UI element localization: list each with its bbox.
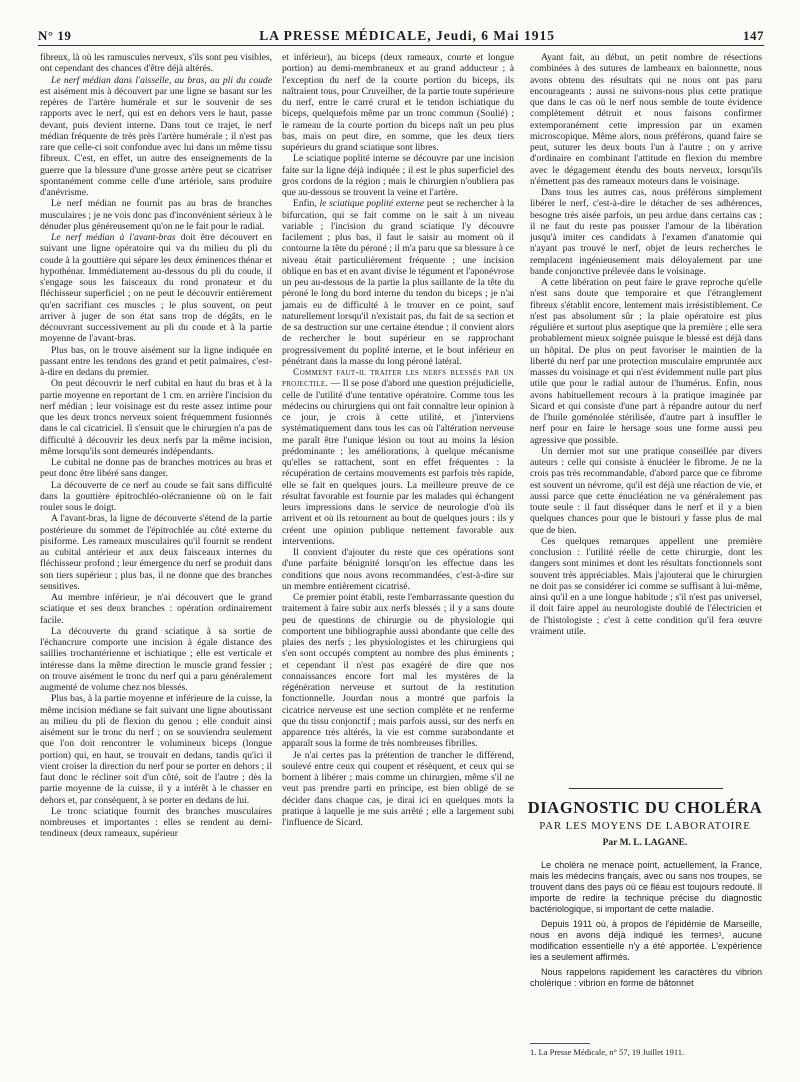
paragraph [40, 480, 272, 514]
issue-number: N° 19 [38, 28, 72, 43]
paragraph [40, 75, 272, 199]
paragraph [282, 592, 514, 750]
paragraph [530, 277, 762, 446]
text-column-2 [282, 52, 514, 828]
article-byline: Par M. L. LAGANE. [602, 838, 688, 848]
paragraph-text: Il convient d'ajouter du reste que ces opérations sont d'une parfaite bénignité lorsqu'on les effectue dans les conditions que nous avons recommandées, c'est-à-dire sur un membre entièrement cicatrisé. [282, 547, 514, 592]
paragraph [530, 187, 762, 277]
paragraph-text: et inférieur), au biceps (deux rameaux, courte et longue portion) au demi-membraneux et au grand adducteur ; à l'exception du nerf de la courte portion du biceps, ils naîtraient tous, pour Cruveilher, de la partie toute supérieure du nerf, entre le carré crural et le tendon ischiatique du biceps, quelquefois même par un tronc commun (Soulié) ; le rameau de la courte portion du biceps naît un peu plus bas, mais on peut dire, en somme, que les deux tiers supérieurs du grand sciatique sont libres. [282, 52, 514, 153]
paragraph [530, 52, 762, 187]
paragraph-text: A cette libération on peut faire le grave reproche qu'elle n'est sans doute que temporaire et que l'étranglement fibreux s'établit encore, lentement mais irrésistiblement. Ce n'est pas absolument sûr ; la plaie opératoire est plus régulière et surtout plus aseptique que la première ; elle sera probablement mieux soignée puisque le blessé est déjà dans un hôpital. De plus on peut favoriser le maintien de la liberté du nerf par une protection musculaire empruntée aux masses du voisinage et qui n'est évidemment nulle part plus utile que pour le radial autour de l'humérus. Enfin, nous avons habituellement recours à la pratique imaginée par Sicard et qui consiste d'une part à répandre autour du nerf de l'huile goménolée stérilisée, d'autre part à insuffler le nerf pour en faire le hersage sous une forme aussi peu agressive que possible. [530, 277, 762, 446]
text-column-1 [40, 52, 272, 840]
paragraph [40, 513, 272, 592]
paragraph [282, 367, 514, 547]
running-header [38, 28, 764, 44]
paragraph-text: Un dernier mot sur une pratique conseillée par divers auteurs : celle qui consiste à énucléer le fibrome. Je ne la crois pas très recommandable, d'abord parce que ce fibrome est souvent un névrome, qu'il est déjà une réaction de vie, et aussi parce que cette énucléation ne va généralement pas toute seule : il faut disséquer dans le nerf et il y a bien quelques chances pour que le bistouri y fasse plus de mal que de bien. [530, 445, 762, 536]
paragraph [282, 547, 514, 592]
paragraph-text: Je n'ai certes pas la prétention de trancher le différend, soulevé entre ceux qui coupent et résèquent, et ceux qui se bornent à libérer ; mais comme un chirurgien, même s'il ne veut pas prendre parti en principe, est bien obligé de se décider dans chaque cas, je dirai ici en quelques mots la pratique à laquelle je me suis arrêté ; elle a largement subi l'influence de Sicard. [282, 749, 514, 828]
paragraph-text: fibreux, là où les ramuscules nerveux, s'ils sont peu visibles, ont cependant des chances d'être déjà altérés. [40, 52, 272, 75]
paragraph-text: Plus bas, à la partie moyenne et inférieure de la cuisse, la même incision médiane se fait suivant une ligne aboutissant au milieu du pli de flexion du genou ; elle conduit ainsi aisément sur le tronc du nerf ; on se souviendra seulement que l'on doit rencontrer le volumineux biceps (longue portion) qui, en haut, se trouvait en dedans, tandis qu'ici il vient croiser la direction du nerf pour se porter en dehors ; il faut donc le récliner soit d'un côté, soit de l'autre ; dès la partie moyenne de la cuisse, il y a intérêt à le chasser en dehors et, par conséquent, à se porter en dedans de lui. [40, 693, 272, 806]
text-column-3 [530, 52, 762, 637]
paragraph-text: Enfin, [293, 198, 320, 210]
paragraph-text: Le nerf médian ne fournit pas au bras de branches musculaires ; je ne vois donc pas d'inconvénient sérieux à le dénuder plus généreusement qu'on ne le fait pour le radial. [40, 198, 272, 232]
paragraph-text: — Il se pose d'abord une question préjudicielle, celle de l'utilité d'une tentative opératoire. Comme tous les médecins ou chirurgiens qui ont fait connaître leur opinion à ce jour, je crois à cette utilité, et j'interviens systématiquement dans tous les cas où l'altération nerveuse me paraît être l'unique lésion ou tout au moins la lésion prédominante ; les améliorations, à quelque mécanisme qu'elles se rattachent, sont en effet fréquentes : la récupération de certains mouvements est parfois très rapide, elle se fait en quelques jours. La meilleure preuve de ce résultat favorable est fournie par les malades qui échangent leurs impressions dans le service de neurologie d'où ils arrivent et où ils retournent au bout de quelques jours : ils y créent une opinion publique nettement favorable aux interventions. [282, 378, 514, 547]
paragraph [40, 52, 272, 75]
section-lead: Le nerf médian à l'avant-bras [51, 232, 176, 243]
paragraph-text: est aisément mis à découvert par une ligne se basant sur les repères de l'artère humérale et sur le souvenir de ses rapports avec le nerf, qui est en dehors vers le haut, passe devant, puis devient interne. Dans tout ce trajet, le nerf médian fréquente de très près l'artère humérale ; il n'est pas rare que celle-ci soit confondue avec lui dans un même tissu fibreux. C'est, en effet, un autre des enseignements de la guerre que la blessure d'une grosse artère peut se cicatriser spontanément comme celle d'une artériole, sans produire d'anévrisme. [40, 85, 272, 198]
paragraph-text: Au membre inférieur, je n'ai découvert que le grand sciatique et ses deux branches : opération ordinairement facile. [40, 592, 272, 626]
article-subtitle: PAR LES MOYENS DE LABORATOIRE [539, 820, 751, 832]
paragraph [40, 592, 272, 626]
paragraph [40, 693, 272, 806]
paragraph-text: Plus bas, on le trouve aisément sur la ligne indiquée en passant entre les tendons des grand et petit palmaires, c'est-à-dire en dedans du premier. [40, 344, 272, 378]
paragraph [282, 153, 514, 198]
paragraph [40, 626, 272, 694]
header-rule [38, 45, 764, 46]
paragraph-text: Le cubital ne donne pas de branches motrices au bras et peut donc être libéré sans danger. [40, 457, 272, 480]
paragraph-text: Ce premier point établi, reste l'embarrassante question du traitement à faire subir aux nerfs blessés ; il y a sans doute peu de questions de chirurgie ou de physiologie qui comportent une bibliographie aussi abondante que celle des plaies des nerfs ; les physiologistes et les chirurgiens qui s'en sont occupés comptent au nombre des plus éminents ; et cependant il n'est pas exagéré de dire que nos connaissances encore fort mal les mystères de la régénération nerveuse et surtout de la restitution fonctionnelle. Jourdan nous a montré que parfois la cicatrice nerveuse est une section complète et ne renferme que du tissu conjonctif ; mais parfois aussi, sur des nerfs en apparence très altérés, la vie est comme surabondante et apparaît sous la forme de très nombreuses fibrilles. [282, 592, 514, 750]
paragraph-text: Le sciatique poplité interne se découvre par une incision faite sur la ligne déjà indiquée ; il est le plus superficiel des gros cordons de la région ; mais le chirurgien n'oubliera pas que au-dessous se trouvent la veine et l'artère. [282, 153, 514, 198]
paragraph-text: peut se rechercher à la bifurcation, qui se fait comme on le sait à un niveau variable ; l'incision du grand sciatique l'y découvre facilement ; plus bas, il faut le saisir au moment où il contourne la tête du péroné ; il m'a paru que sa blessure à ce niveau était particulièrement fréquente ; une incision oblique en bas et en avant divise le tégument et l'aponévrose un peu au-dessous de la partie la plus saillante de la tête du péroné le long du bord interne du tendon du biceps ; je n'ai jamais eu de difficulté à le trouver en ce point, sauf naturellement lorsqu'il n'existait pas, du fait de sa section et de sa destruction sur une certaine étendue ; il convient alors de rechercher le bout supérieur en se rapprochant progressivement du poplité interne, et le bout inférieur en pénétrant dans la masse du long péroné latéral. [282, 198, 514, 367]
paragraph [282, 52, 514, 153]
paragraph-text: A l'avant-bras, la ligne de découverte s'étend de la partie postérieure du sommet de l'épitrochlée au côté externe du pisiforme. Les rameaux musculaires qu'il fournit se rendent au cubital antérieur et aux deux faisceaux internes du fléchisseur profond ; leur émergence du nerf se produit dans son tiers supérieur ; plus bas, il ne donne que des branches sensitives. [40, 513, 272, 592]
paragraph [282, 198, 514, 367]
journal-title: LA PRESSE MÉDICALE, Jeudi, 6 Mai 1915 [259, 28, 556, 43]
article-body [530, 860, 762, 993]
paragraph [530, 536, 762, 637]
paragraph-text: Ayant fait, au début, un petit nombre de résections combinées à des sutures de lambeaux en baïonnette, nous avons obtenu des résultats qui ne nous ont pas paru encourageants ; aussi ne suivons-nous plus cette pratique que dans le cas où le nerf nous semble de toute évidence complètement détruit et nous faisons confirmer extemporanément cette impression par un examen microscopique. Même alors, nous préférons, quand faire se peut, suturer les deux bouts l'un à l'autre ; on y arrive d'ordinaire en combinant l'attitude en flexion du membre avec le dégagement étendu des bouts nerveux, lorsqu'ils n'émettent pas des rameaux moteurs dans le voisinage. [530, 52, 762, 187]
paragraph-text: Dans tous les autres cas, nous préférons simplement libérer le nerf, c'est-à-dire le détacher de ses adhérences, besogne très aisée parfois, un peu ardue dans certains cas ; il ne faut du reste pas pousser l'amour de la libération jusqu'à imiter ces candidats à l'examen d'anatomie qui n'ayant pas trouvé le nerf, objet de leurs recherches le remplacent ingénieusement mais déloyalement par une bande conjonctive prélevée dans le voisinage. [530, 187, 762, 277]
section-lead: le sciatique poplité externe [319, 198, 425, 210]
article-paragraph: Le choléra ne menace point, actuellement, la France, mais les médecins français, avec ou sans nos troupes, se trouvent dans des pays où ce fléau est toujours redouté. Il importe de redire la technique précise du diagnostic bactériologique, si important de cette maladie. [530, 860, 762, 914]
paragraph-text: On peut découvrir le nerf cubital en haut du bras et à la partie moyenne en reportant de 1 cm. en arrière l'incision du nerf médian ; leur voisinage est du reste assez intime pour que les deux troncs nerveux soient fréquemment fusionnés dans le cal cicatriciel. Il s'ensuit que le chirurgien n'a pas de difficulté à découvrir les deux nerfs par la même incision, même lorsqu'ils sont demeurés indépendants. [40, 378, 272, 457]
section-lead: Le nerf médian dans l'aisselle, au bras, au pli du coude [51, 74, 272, 86]
footnote-rule [530, 1043, 590, 1044]
paragraph [40, 232, 272, 345]
paragraph-text: Ces quelques remarques appellent une première conclusion : l'utilité réelle de cette chirurgie, dont les dangers sont minimes et dont les résultats fonctionnels sont souvent très appréciables. Mais j'ajouterai que le chirurgien ne doit pas se considérer ici comme se suffisant à lui-même, ainsi qu'il en a une longue habitude ; s'il n'est pas universel, il doit faire appel au neurologiste doublé de l'électricien et de l'histologiste ; c'est à cette condition qu'il fera œuvre vraiment utile. [530, 535, 762, 637]
paragraph-text: La découverte du grand sciatique à sa sortie de l'échancrure comporte une incision à égale distance des saillies trochantérienne et ischiatique ; elle est verticale et intéresse dans la même direction le muscle grand fessier ; on trouve aisément le tronc du nerf qui a paru généralement augmenté de volume chez nos blessés. [40, 625, 272, 693]
paragraph [40, 345, 272, 379]
paragraph-text: La découverte de ce nerf au coude se fait sans difficulté dans la gouttière épitrochléo-olécranienne où on le fait rouler sous le doigt. [40, 479, 272, 513]
footnote: 1. La Presse Médicale, n° 57, 19 Juillet 1911. [530, 1047, 685, 1057]
article-title: DIAGNOSTIC DU CHOLÉRA [527, 798, 763, 817]
article-separator [569, 788, 723, 789]
paragraph [40, 457, 272, 480]
section-heading: Comment faut-il traiter les nerfs blessés par un projectile. [282, 367, 514, 390]
paragraph [530, 446, 762, 536]
article-paragraph: Depuis 1911 où, à propos de l'épidémie de Marseille, nous en avons déjà indiqué les termes¹, aucune modification essentielle n'y a été apportée. L'expérience les a seulement affirmés. [530, 919, 762, 962]
article-paragraph: Nous rappelons rapidement les caractères du vibrion cholérique : vibrion en forme de bâtonnet [530, 967, 762, 988]
paragraph [40, 378, 272, 457]
paragraph-text: Le tronc sciatique fournit des branches musculaires nombreuses et importantes : elles se rendent au demi-tendineux (deux rameaux, supérieur [40, 805, 272, 840]
paragraph [282, 750, 514, 829]
page-number: 147 [742, 28, 764, 43]
paragraph [40, 806, 272, 840]
paragraph-text: doit être découvert en suivant une ligne opératoire qui va du milieu du pli du coude à la gouttière qui sépare les deux éminences thénar et hypothénar. Immédiatement au-dessous du pli du coude, il s'engage sous les faisceaux du rond pronateur et du fléchisseur superficiel ; on ne peut le découvrir entièrement qu'en sacrifiant ces muscles ; le plus souvent, on peut arriver à juger de son état sans trop de dégâts, en le découvrant successivement au pli du coude et à la partie moyenne de l'avant-bras. [40, 232, 272, 345]
paragraph [40, 198, 272, 232]
